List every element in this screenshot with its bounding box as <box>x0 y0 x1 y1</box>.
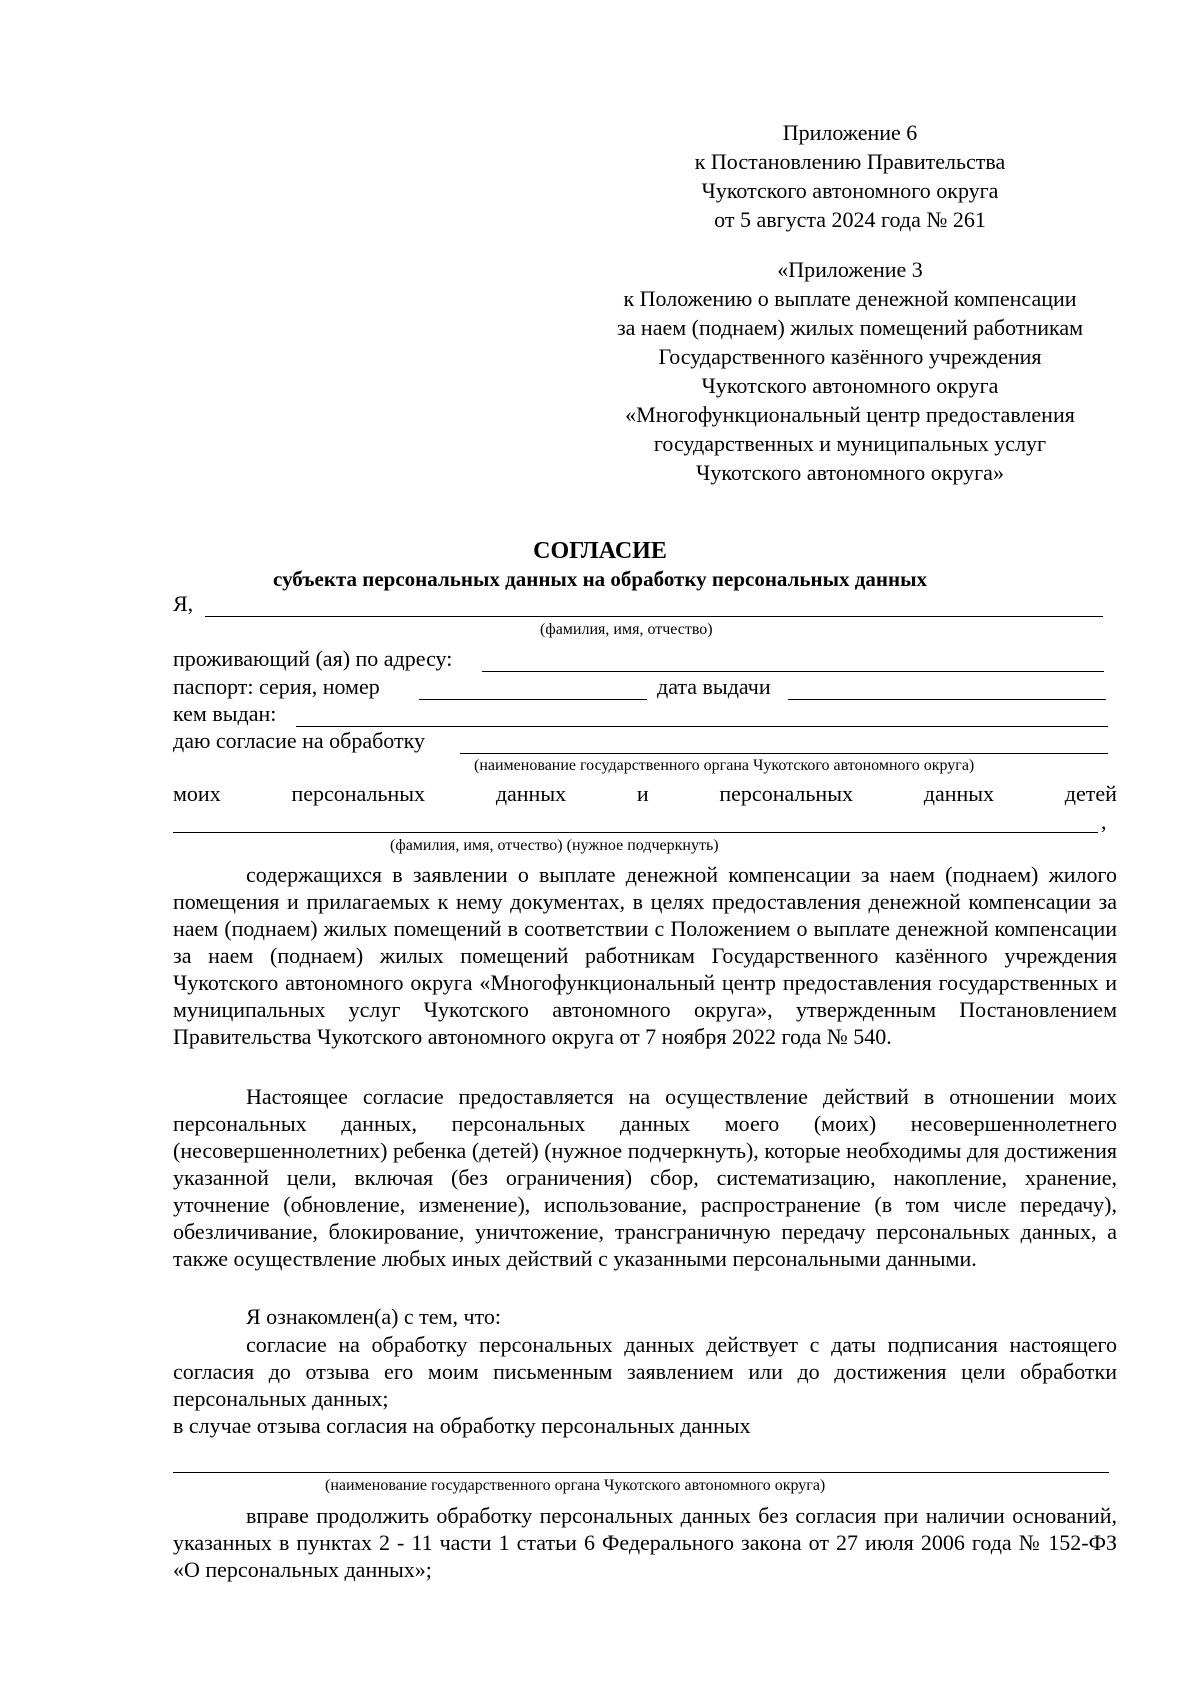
paragraph-continue-processing: вправе продолжить обработку персональных данных без согласия при наличии оснований, указанных в пунктах 2 - 11 части 1 статьи 6 Федерального закона от 27 июля 2006 года № 152-ФЗ «О персональных данных»; <box>173 1503 1117 1582</box>
consent-label: даю согласие на обработку <box>173 728 426 753</box>
data-word: данных <box>923 781 995 806</box>
data-word: персональных <box>291 781 426 806</box>
document-subtitle: субъекта персональных данных на обработку персональных данных <box>273 567 927 591</box>
organ-field-2[interactable] <box>173 1472 1109 1473</box>
document-title: СОГЛАСИЕ <box>533 538 667 564</box>
data-word: моих <box>173 781 221 806</box>
fio-hint: (фамилия, имя, отчество) <box>540 621 713 638</box>
issue-date-field[interactable] <box>788 699 1106 700</box>
appendix-6-line: от 5 августа 2024 года № 261 <box>714 207 986 232</box>
organ-field[interactable] <box>460 753 1108 754</box>
appendix-3-header <box>550 255 1150 487</box>
organ-hint-2: (наименование государственного органа Чукотского автономного округа) <box>325 1477 826 1494</box>
appendix-6-header <box>640 118 1060 234</box>
paragraph-actions: Настоящее согласие предоставляется на осуществление действий в отношении моих персональных данных, персональных данных моего (моих) несовершеннолетнего (несовершеннолетних) ребенка (детей) (нужное подчеркнуть), которые необходимы для достижения указанной цели, включая (без ограничения) сбор, систематизацию, накопление, хранение, уточнение (обновление, изменение), использование, распространение (в том числе передачу), обезличивание, блокирование, уничтожение, трансграничную передачу персональных данных, а также осуществление любых иных действий с указанными персональными данными. <box>173 1084 1117 1271</box>
appendix-3-line: к Положению о выплате денежной компенсации <box>623 286 1077 311</box>
passport-number-field[interactable] <box>419 699 647 700</box>
i-label: Я, <box>173 591 194 616</box>
paragraph-purpose: содержащихся в заявлении о выплате денежной компенсации за наем (поднаем) жилого помещения и прилагаемых к нему документах, в целях предоставления денежной компенсации за наем (поднаем) жилых помещений в соответствии с Положением о выплате денежной компенсации за наем (поднаем) жилых помещений работникам Государственного казённого учреждения Чукотского автономного округа «Многофункциональный центр предоставления государственных и муниципальных услуг Чукотского автономного округа», утвержденным Постановлением Правительства Чукотского автономного округа от 7 ноября 2022 года № 540. <box>173 862 1117 1049</box>
appendix-6-line: Чукотского автономного округа <box>701 178 999 203</box>
passport-label: паспорт: серия, номер <box>173 674 380 699</box>
organ-hint: (наименование государственного органа Чукотского автономного округа) <box>474 757 975 774</box>
data-word: детей <box>1064 781 1117 806</box>
appendix-3-line: Государственного казённого учреждения <box>658 344 1042 369</box>
children-hint: (фамилия, имя, отчество) (нужное подчеркнуть) <box>390 837 719 854</box>
paragraph-acknowledged: Я ознакомлен(а) с тем, что: <box>246 1304 501 1329</box>
appendix-3-line: Чукотского автономного округа» <box>696 460 1004 485</box>
appendix-3-line: за наем (поднаем) жилых помещений работникам <box>616 315 1084 340</box>
issue-date-label: дата выдачи <box>657 674 771 699</box>
paragraph-withdrawal: в случае отзыва согласия на обработку персональных данных <box>173 1413 751 1438</box>
appendix-3-line: «Приложение 3 <box>777 257 923 282</box>
appendix-6-line: Приложение 6 <box>782 120 918 145</box>
issued-by-label: кем выдан: <box>173 701 277 726</box>
appendix-3-line: «Многофункциональный центр предоставления <box>625 402 1075 427</box>
data-word: данных <box>495 781 567 806</box>
paragraph-validity: согласие на обработку персональных данных действует с даты подписания настоящего согласия до отзыва его моим письменным заявлением или до достижения цели обработки персональных данных; <box>173 1332 1117 1411</box>
data-word: и <box>636 781 649 806</box>
address-label: проживающий (ая) по адресу: <box>173 646 453 671</box>
comma: , <box>1101 809 1107 834</box>
appendix-3-line: Чукотского автономного округа <box>701 373 999 398</box>
children-fio-field[interactable] <box>173 832 1098 833</box>
appendix-3-line: государственных и муниципальных услуг <box>653 431 1047 456</box>
fio-field[interactable] <box>205 616 1103 617</box>
appendix-6-line: к Постановлению Правительства <box>694 149 1006 174</box>
address-field[interactable] <box>482 671 1104 672</box>
data-subjects-row <box>173 780 1117 807</box>
data-word: персональных <box>719 781 853 806</box>
